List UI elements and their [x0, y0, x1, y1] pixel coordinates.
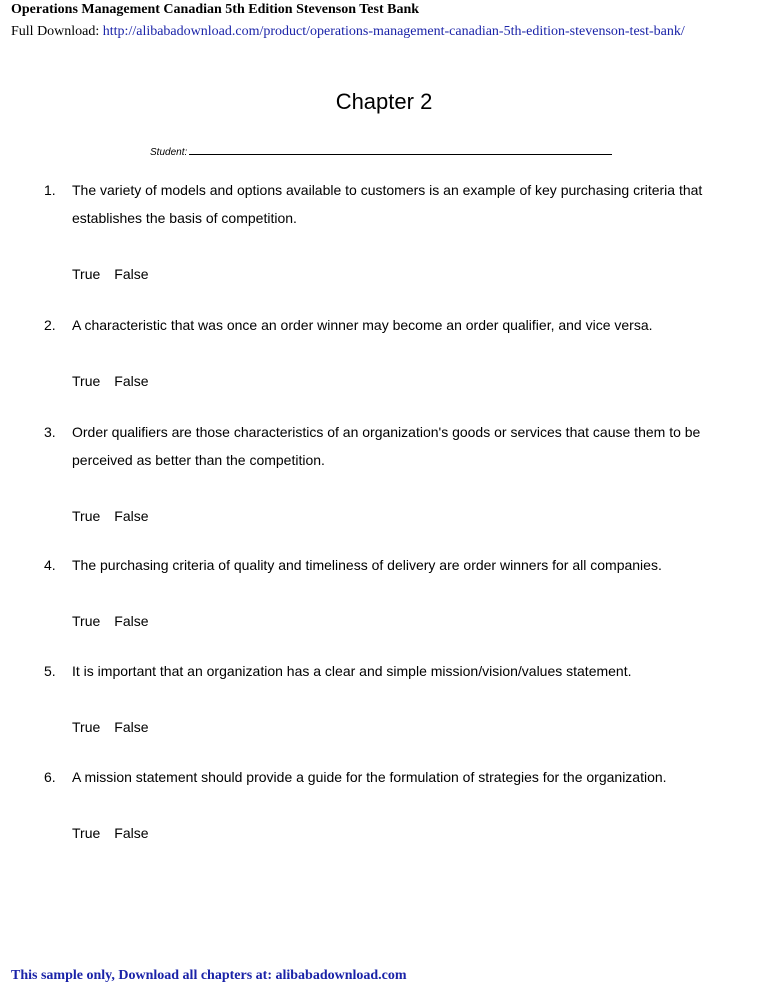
chapter-title-text: Chapter 2 — [335, 89, 433, 114]
question-number: 2. — [44, 317, 56, 333]
option-false[interactable]: False — [114, 613, 149, 629]
option-false[interactable]: False — [114, 373, 149, 389]
question-text: The variety of models and options available to customers is an example of key purchasing criteria that establishes the basis of competition. — [72, 182, 703, 226]
option-false[interactable]: False — [114, 266, 149, 282]
question-item — [44, 311, 734, 395]
true-false-options — [72, 819, 734, 847]
document-header-title: Operations Management Canadian 5th Edition Stevenson Test Bank — [11, 2, 420, 17]
question-number: 3. — [44, 424, 56, 440]
true-false-options — [72, 260, 734, 288]
question-number: 5. — [44, 663, 56, 679]
question-text: Order qualifiers are those characteristics of an organization's goods or services that cause them to be perceived as better than the competition. — [72, 424, 701, 468]
question-item — [44, 551, 734, 635]
question-item — [44, 418, 734, 530]
true-false-options — [72, 607, 734, 635]
option-true[interactable]: True — [72, 266, 101, 282]
student-name-line — [150, 145, 612, 159]
question-item — [44, 657, 734, 741]
question-number: 4. — [44, 557, 56, 573]
download-line — [11, 23, 685, 40]
true-false-options — [72, 713, 734, 741]
question-item — [44, 176, 734, 288]
question-number: 6. — [44, 769, 56, 785]
option-false[interactable]: False — [114, 508, 149, 524]
option-true[interactable]: True — [72, 508, 101, 524]
option-true[interactable]: True — [72, 613, 101, 629]
question-number: 1. — [44, 182, 56, 198]
true-false-options — [72, 502, 734, 530]
question-text: It is important that an organization has a clear and simple mission/vision/values statement. — [72, 663, 632, 679]
question-text: A mission statement should provide a guide for the formulation of strategies for the organization. — [72, 769, 667, 785]
download-label: Full Download: — [11, 24, 103, 39]
student-name-blank[interactable] — [189, 145, 612, 155]
option-false[interactable]: False — [114, 719, 149, 735]
question-text: The purchasing criteria of quality and timeliness of delivery are order winners for all companies. — [72, 557, 662, 573]
option-true[interactable]: True — [72, 373, 101, 389]
question-text: A characteristic that was once an order winner may become an order qualifier, and vice versa. — [72, 317, 653, 333]
option-true[interactable]: True — [72, 825, 101, 841]
student-label: Student: — [150, 147, 188, 158]
footer-download-notice: This sample only, Download all chapters at: alibabadownload.com — [11, 968, 407, 983]
option-true[interactable]: True — [72, 719, 101, 735]
option-false[interactable]: False — [114, 825, 149, 841]
true-false-options — [72, 367, 734, 395]
question-item — [44, 763, 734, 847]
chapter-title — [0, 88, 768, 116]
download-link[interactable]: http://alibabadownload.com/product/operations-management-canadian-5th-edition-stevenson-test-bank/ — [102, 24, 685, 39]
